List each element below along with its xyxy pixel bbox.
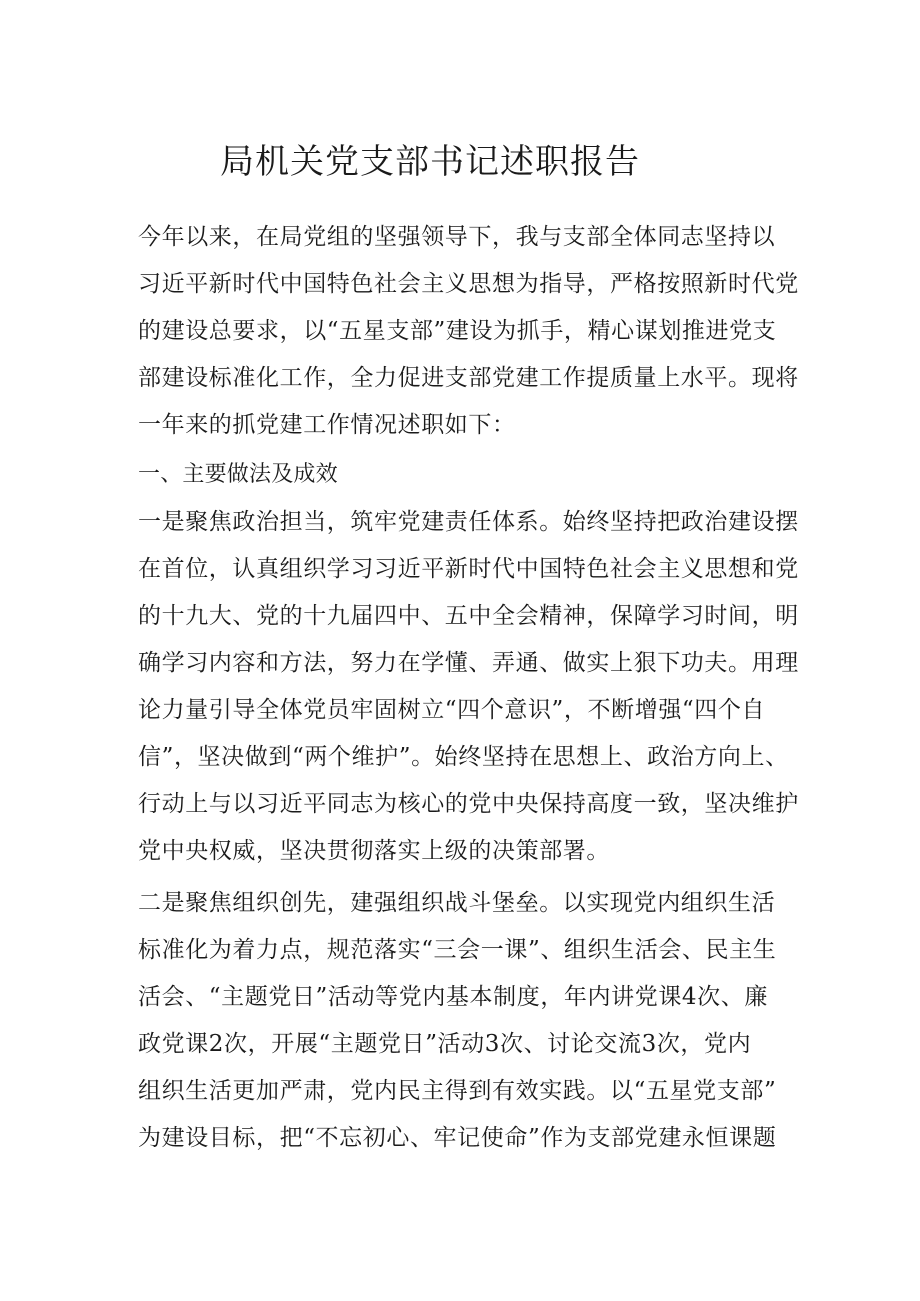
paragraph-line: 信”，坚决做到“两个维护”。始终坚持在思想上、政治方向上、 [138, 744, 789, 770]
paragraph-line: 党中央权威，坚决贯彻落实上级的决策部署。 [138, 838, 610, 864]
paragraph-line: 部建设标准化工作，全力促进支部党建工作提质量上水平。现将 [138, 365, 799, 391]
paragraph-line: 的十九大、党的十九届四中、五中全会精神，保障学习时间，明 [138, 603, 799, 629]
paragraph-line: 二是聚焦组织创先，建强组织战斗堡垒。以实现党内组织生活 [138, 890, 776, 916]
paragraph-line: 一是聚焦政治担当，筑牢党建责任体系。始终坚持把政治建设摆 [138, 509, 799, 535]
paragraph-line: 组织生活更加严肃，党内民主得到有效实践。以“五星党支部” [138, 1078, 777, 1104]
paragraph-line: 在首位，认真组织学习习近平新时代中国特色社会主义思想和党 [138, 556, 799, 582]
section-heading: 一、主要做法及成效 [138, 462, 338, 487]
paragraph-line: 今年以来，在局党组的坚强领导下，我与支部全体同志坚持以 [138, 224, 776, 250]
paragraph-line: 标准化为着力点，规范落实“三会一课”、组织生活会、民主生 [138, 937, 777, 963]
paragraph-line: 的建设总要求，以“五星支部”建设为抓手，精心谋划推进党支 [138, 318, 777, 344]
paragraph-line: 确学习内容和方法，努力在学懂、弄通、做实上狠下功夫。用理 [138, 650, 799, 676]
paragraph-line: 一年来的抓党建工作情况述职如下： [138, 412, 516, 438]
paragraph-line: 为建设目标，把“不忘初心、牢记使命”作为支部党建永恒课题 [138, 1125, 777, 1151]
paragraph-line: 行动上与以习近平同志为核心的党中央保持高度一致，坚决维护 [138, 791, 799, 817]
paragraph-line: 活会、“主题党日”活动等党内基本制度，年内讲党课4次、廉 [138, 984, 768, 1010]
paragraph-line: 政党课2次，开展“主题党日”活动3次、讨论交流3次，党内 [138, 1031, 752, 1057]
paragraph-line: 论力量引导全体党员牢固树立“四个意识”，不断增强“四个自 [138, 697, 766, 723]
paragraph-line: 习近平新时代中国特色社会主义思想为指导，严格按照新时代党 [138, 271, 799, 297]
document-title: 局机关党支部书记述职报告 [220, 142, 640, 182]
